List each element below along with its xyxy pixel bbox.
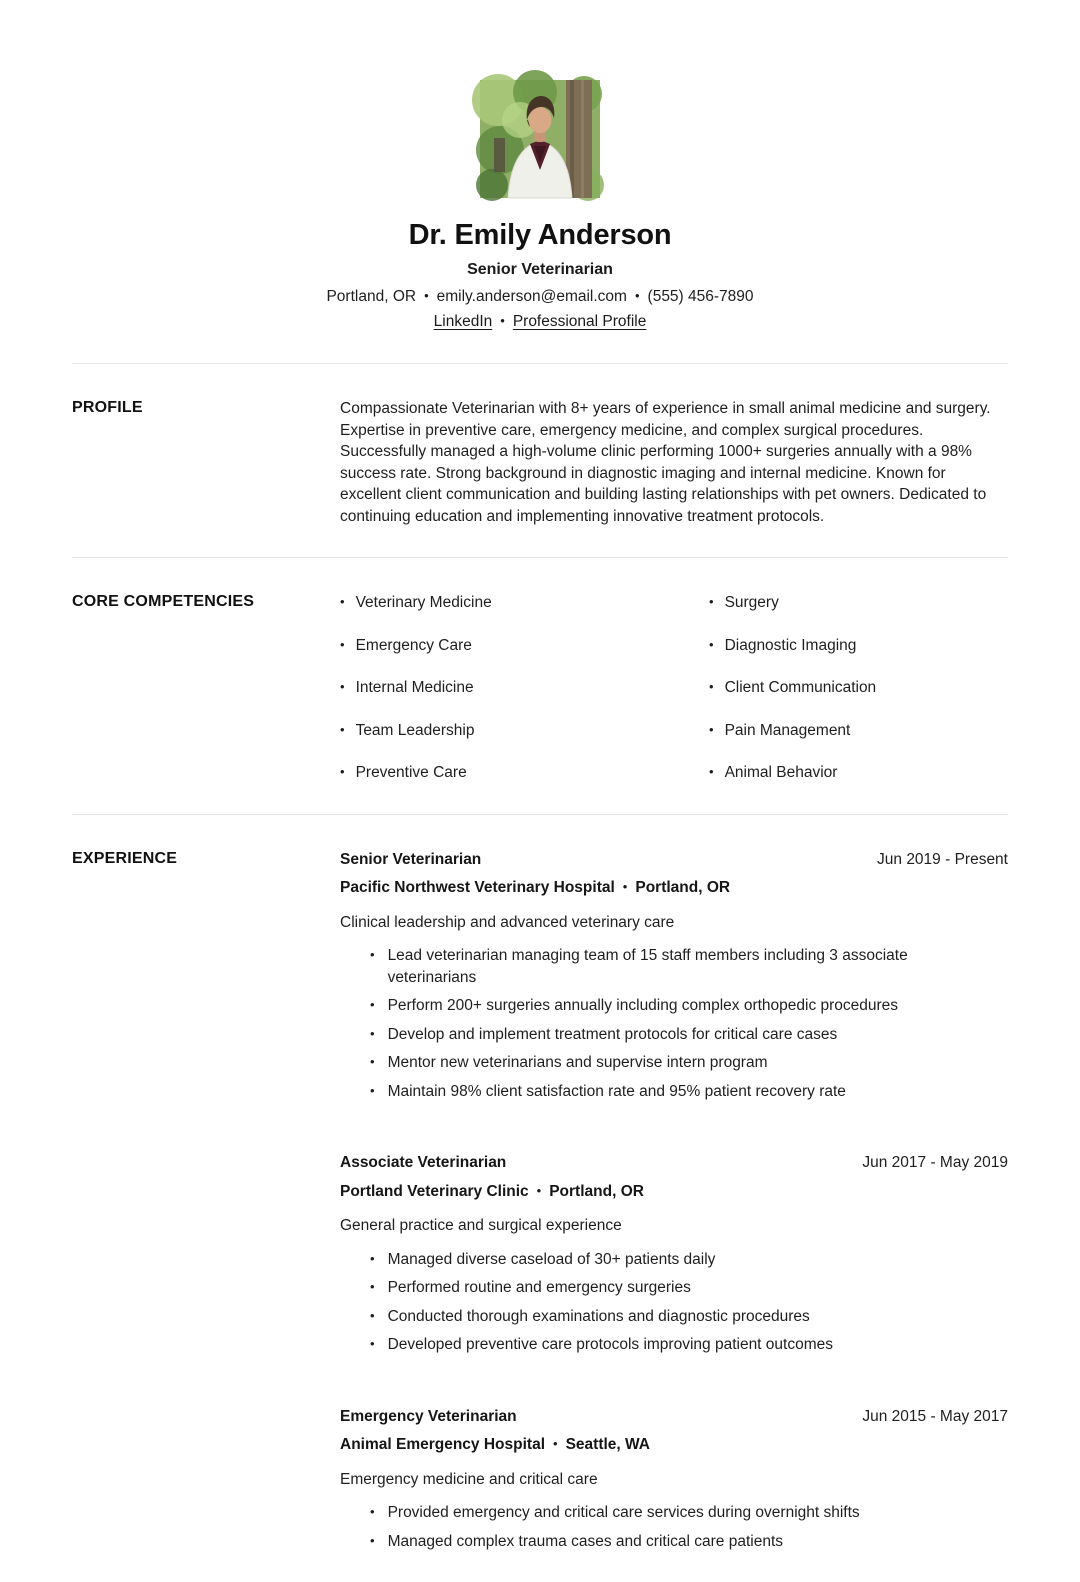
competency-label: Pain Management (725, 720, 851, 742)
competency-item (340, 677, 709, 699)
job-company-line (340, 876, 1008, 899)
job-company: Pacific Northwest Veterinary Hospital (340, 879, 615, 896)
job-company-line (340, 1433, 1008, 1456)
section-profile (72, 363, 1008, 557)
bullet-icon: • (340, 719, 345, 741)
bullet-icon: • (370, 1530, 375, 1552)
job-bullet-text: Conducted thorough examinations and diagnostic procedures (388, 1306, 810, 1328)
bullet-icon: • (340, 761, 345, 783)
job-bullet-list (370, 1502, 970, 1552)
contact-email: emily.anderson@email.com (437, 288, 627, 305)
bullet-icon: • (370, 1501, 375, 1523)
job-bullet-text: Provided emergency and critical care services during overnight shifts (388, 1502, 860, 1524)
candidate-title: Senior Veterinarian (0, 261, 1080, 279)
job-bullet (370, 995, 970, 1017)
job-bullet (370, 1052, 970, 1074)
competency-item (340, 635, 709, 657)
job-title: Emergency Veterinarian (340, 1406, 517, 1428)
bullet-icon: • (709, 591, 714, 613)
job-company-line (340, 1180, 1008, 1203)
separator-dot: • (537, 1180, 542, 1202)
job-location: Portland, OR (549, 1183, 644, 1200)
section-experience (72, 814, 1008, 1582)
bullet-icon: • (370, 1023, 375, 1045)
job-dates: Jun 2015 - May 2017 (862, 1406, 1008, 1428)
job-bullet-text: Develop and implement treatment protocols for critical care cases (388, 1024, 838, 1046)
professional-profile-link[interactable]: Professional Profile (513, 313, 647, 330)
competencies-grid (340, 592, 1008, 784)
job-company: Portland Veterinary Clinic (340, 1183, 529, 1200)
job-header (340, 1152, 1008, 1174)
competency-label: Internal Medicine (356, 677, 474, 699)
job-bullet-list (370, 1249, 970, 1356)
competency-item (709, 677, 1008, 699)
competency-label: Diagnostic Imaging (725, 635, 857, 657)
job-header (340, 849, 1008, 871)
job-bullet-text: Mentor new veterinarians and supervise intern program (388, 1052, 768, 1074)
separator-dot: • (424, 288, 429, 303)
bullet-icon: • (370, 1305, 375, 1327)
candidate-name: Dr. Emily Anderson (0, 219, 1080, 252)
competency-label: Emergency Care (356, 635, 472, 657)
competency-item (340, 720, 709, 742)
contact-phone: (555) 456-7890 (648, 288, 754, 305)
linkedin-link[interactable]: LinkedIn (434, 313, 493, 330)
job-bullet (370, 1531, 970, 1553)
links-line (0, 313, 1080, 331)
job-bullet-text: Performed routine and emergency surgeries (388, 1277, 691, 1299)
separator-dot: • (635, 288, 640, 303)
competency-label: Animal Behavior (725, 762, 838, 784)
job-summary: Emergency medicine and critical care (340, 1469, 1008, 1491)
job-location: Portland, OR (635, 879, 730, 896)
profile-summary-text: Compassionate Veterinarian with 8+ years of experience in small animal medicine and surgery. Expertise in preventive care, emergency medicine, and complex surgical procedures. Successfully managed a high-volume clinic performing 1000+ surgeries annually with a 98% success rate. Strong background in diagnostic imaging and internal medicine. Known for excellent client communication and building lasting relationships with pet owners. Dedicated to continuing education and implementing innovative treatment protocols. (340, 398, 1008, 527)
job-summary: General practice and surgical experience (340, 1215, 1008, 1237)
experience-entry (340, 849, 1008, 1103)
separator-dot: • (500, 313, 505, 328)
competency-label: Surgery (725, 592, 779, 614)
competency-label: Team Leadership (356, 720, 475, 742)
separator-dot: • (623, 876, 628, 898)
job-summary: Clinical leadership and advanced veterinary care (340, 912, 1008, 934)
job-bullet-text: Developed preventive care protocols improving patient outcomes (388, 1334, 833, 1356)
sections-container (72, 363, 1008, 1582)
bullet-icon: • (709, 634, 714, 656)
bullet-icon: • (709, 719, 714, 741)
competencies-column-1 (340, 592, 709, 784)
job-company: Animal Emergency Hospital (340, 1436, 545, 1453)
competency-item (709, 762, 1008, 784)
profile-photo-illustration (480, 80, 600, 198)
bullet-icon: • (370, 1333, 375, 1355)
job-bullet-text: Managed diverse caseload of 30+ patients daily (388, 1249, 716, 1271)
competency-item (340, 762, 709, 784)
job-bullet (370, 1334, 970, 1356)
bullet-icon: • (370, 944, 375, 966)
job-bullet (370, 1306, 970, 1328)
bullet-icon: • (370, 1051, 375, 1073)
job-bullet-text: Perform 200+ surgeries annually including complex orthopedic procedures (388, 995, 899, 1017)
contact-location: Portland, OR (326, 288, 416, 305)
job-bullet (370, 1277, 970, 1299)
resume-header (0, 0, 1080, 331)
bullet-icon: • (370, 1276, 375, 1298)
job-bullet-text: Managed complex trauma cases and critical care patients (388, 1531, 783, 1553)
job-header (340, 1406, 1008, 1428)
profile-photo (480, 80, 600, 198)
experience-heading: EXPERIENCE (72, 849, 340, 1553)
competency-label: Client Communication (725, 677, 877, 699)
bullet-icon: • (370, 1248, 375, 1270)
bullet-icon: • (340, 676, 345, 698)
bullet-icon: • (370, 1080, 375, 1102)
competency-item (340, 592, 709, 614)
job-dates: Jun 2019 - Present (877, 849, 1008, 871)
bullet-icon: • (340, 591, 345, 613)
job-bullet-text: Lead veterinarian managing team of 15 staff members including 3 associate veterinarians (388, 945, 970, 988)
bullet-icon: • (370, 994, 375, 1016)
job-bullet (370, 1249, 970, 1271)
job-bullet (370, 1024, 970, 1046)
job-bullet-text: Maintain 98% client satisfaction rate and 95% patient recovery rate (388, 1081, 846, 1103)
profile-heading: PROFILE (72, 398, 340, 527)
competency-label: Preventive Care (356, 762, 467, 784)
competency-item (709, 720, 1008, 742)
job-title: Senior Veterinarian (340, 849, 481, 871)
experience-entry (340, 1152, 1008, 1356)
separator-dot: • (553, 1433, 558, 1455)
section-core-competencies (72, 557, 1008, 814)
bullet-icon: • (709, 761, 714, 783)
job-bullet (370, 1081, 970, 1103)
experience-entry (340, 1406, 1008, 1553)
job-location: Seattle, WA (566, 1436, 650, 1453)
competency-item (709, 635, 1008, 657)
job-title: Associate Veterinarian (340, 1152, 506, 1174)
competency-label: Veterinary Medicine (356, 592, 492, 614)
bullet-icon: • (340, 634, 345, 656)
job-bullet-list (370, 945, 970, 1102)
contact-line (0, 288, 1080, 306)
job-bullet (370, 945, 970, 988)
job-bullet (370, 1502, 970, 1524)
competency-item (709, 592, 1008, 614)
competencies-heading: CORE COMPETENCIES (72, 592, 340, 784)
competencies-column-2 (709, 592, 1008, 784)
job-dates: Jun 2017 - May 2019 (862, 1152, 1008, 1174)
bullet-icon: • (709, 676, 714, 698)
